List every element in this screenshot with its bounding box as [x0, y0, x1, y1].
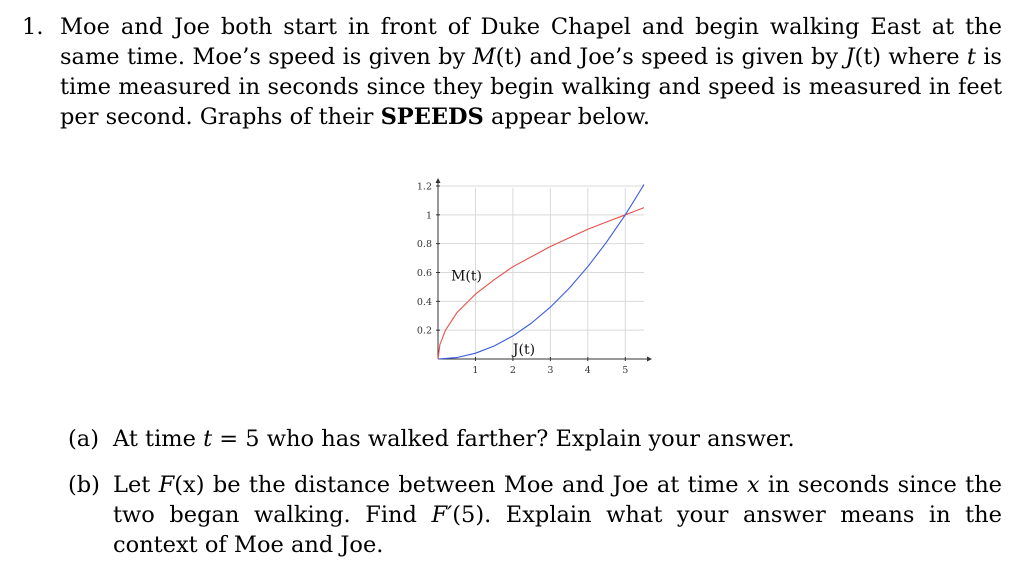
part-a-label: (a)	[68, 426, 99, 452]
speed-chart-svg	[400, 178, 660, 378]
joe-function-arg: (t)	[854, 44, 882, 70]
y-tick-label: 0.8	[416, 239, 432, 251]
part-a-time-variable: t	[203, 426, 213, 452]
moe-function-arg: (t)	[495, 44, 523, 70]
y-tick-label: 0.2	[416, 325, 432, 337]
problem-statement	[22, 12, 1002, 132]
y-tick-label: 0.4	[416, 296, 432, 308]
part-b-x-variable: x	[746, 472, 760, 498]
y-tick-label: 1.2	[416, 181, 432, 193]
part-b-text-1: Let	[113, 472, 159, 498]
part-b-function-name: F	[158, 472, 175, 498]
joe-function-name: J	[845, 44, 855, 70]
x-tick-label: 2	[509, 365, 516, 376]
x-tick-label: 3	[547, 365, 554, 376]
speeds-emphasis: SPEEDS	[380, 104, 484, 130]
part-b-label: (b)	[68, 472, 100, 498]
joe-curve-label: J(t)	[512, 342, 536, 359]
y-tick-label: 0.6	[416, 268, 432, 279]
part-b-text-3: in seconds since the two began walking. Find	[113, 472, 1002, 528]
problem-text	[60, 12, 1002, 132]
question-parts	[68, 424, 1002, 576]
x-axis-arrow	[647, 357, 652, 362]
part-a-text-1: At time	[113, 426, 204, 452]
part-b	[68, 470, 1002, 560]
intro-text-2: and Joe’s speed is given by	[522, 44, 846, 70]
part-a	[68, 424, 1002, 454]
x-tick-label: 1	[472, 365, 479, 376]
y-axis-arrow	[436, 178, 441, 183]
part-a-text-2: = 5 who has walked farther? Explain your answer.	[212, 426, 795, 452]
moe-curve-label: M(t)	[451, 268, 482, 285]
x-tick-label: 5	[622, 365, 629, 376]
time-variable: t	[966, 44, 976, 70]
intro-text-1: Moe and Joe both start in front of Duke Chapel and begin walking East at the same time. Moe’s speed is given by	[60, 14, 1002, 70]
y-tick-label: 1	[425, 210, 432, 222]
intro-text-5: appear below.	[483, 104, 651, 130]
part-b-derivative-name: F′	[431, 502, 453, 528]
moe-function-name: M	[472, 44, 496, 70]
intro-text-3: where	[881, 44, 967, 70]
x-tick-label: 4	[584, 365, 591, 376]
intro-text-4: is time measured in seconds since they begin walking and speed is measured in feet per second. Graphs of their	[60, 44, 1002, 130]
speed-chart	[400, 178, 660, 378]
part-b-text-2: be the distance between Moe and Joe at time	[204, 472, 747, 498]
part-b-function-arg: (x)	[174, 472, 205, 498]
part-b-text-4: (5). Explain what your answer means in the context of Moe and Joe.	[113, 502, 1002, 558]
problem-number: 1.	[22, 14, 44, 40]
